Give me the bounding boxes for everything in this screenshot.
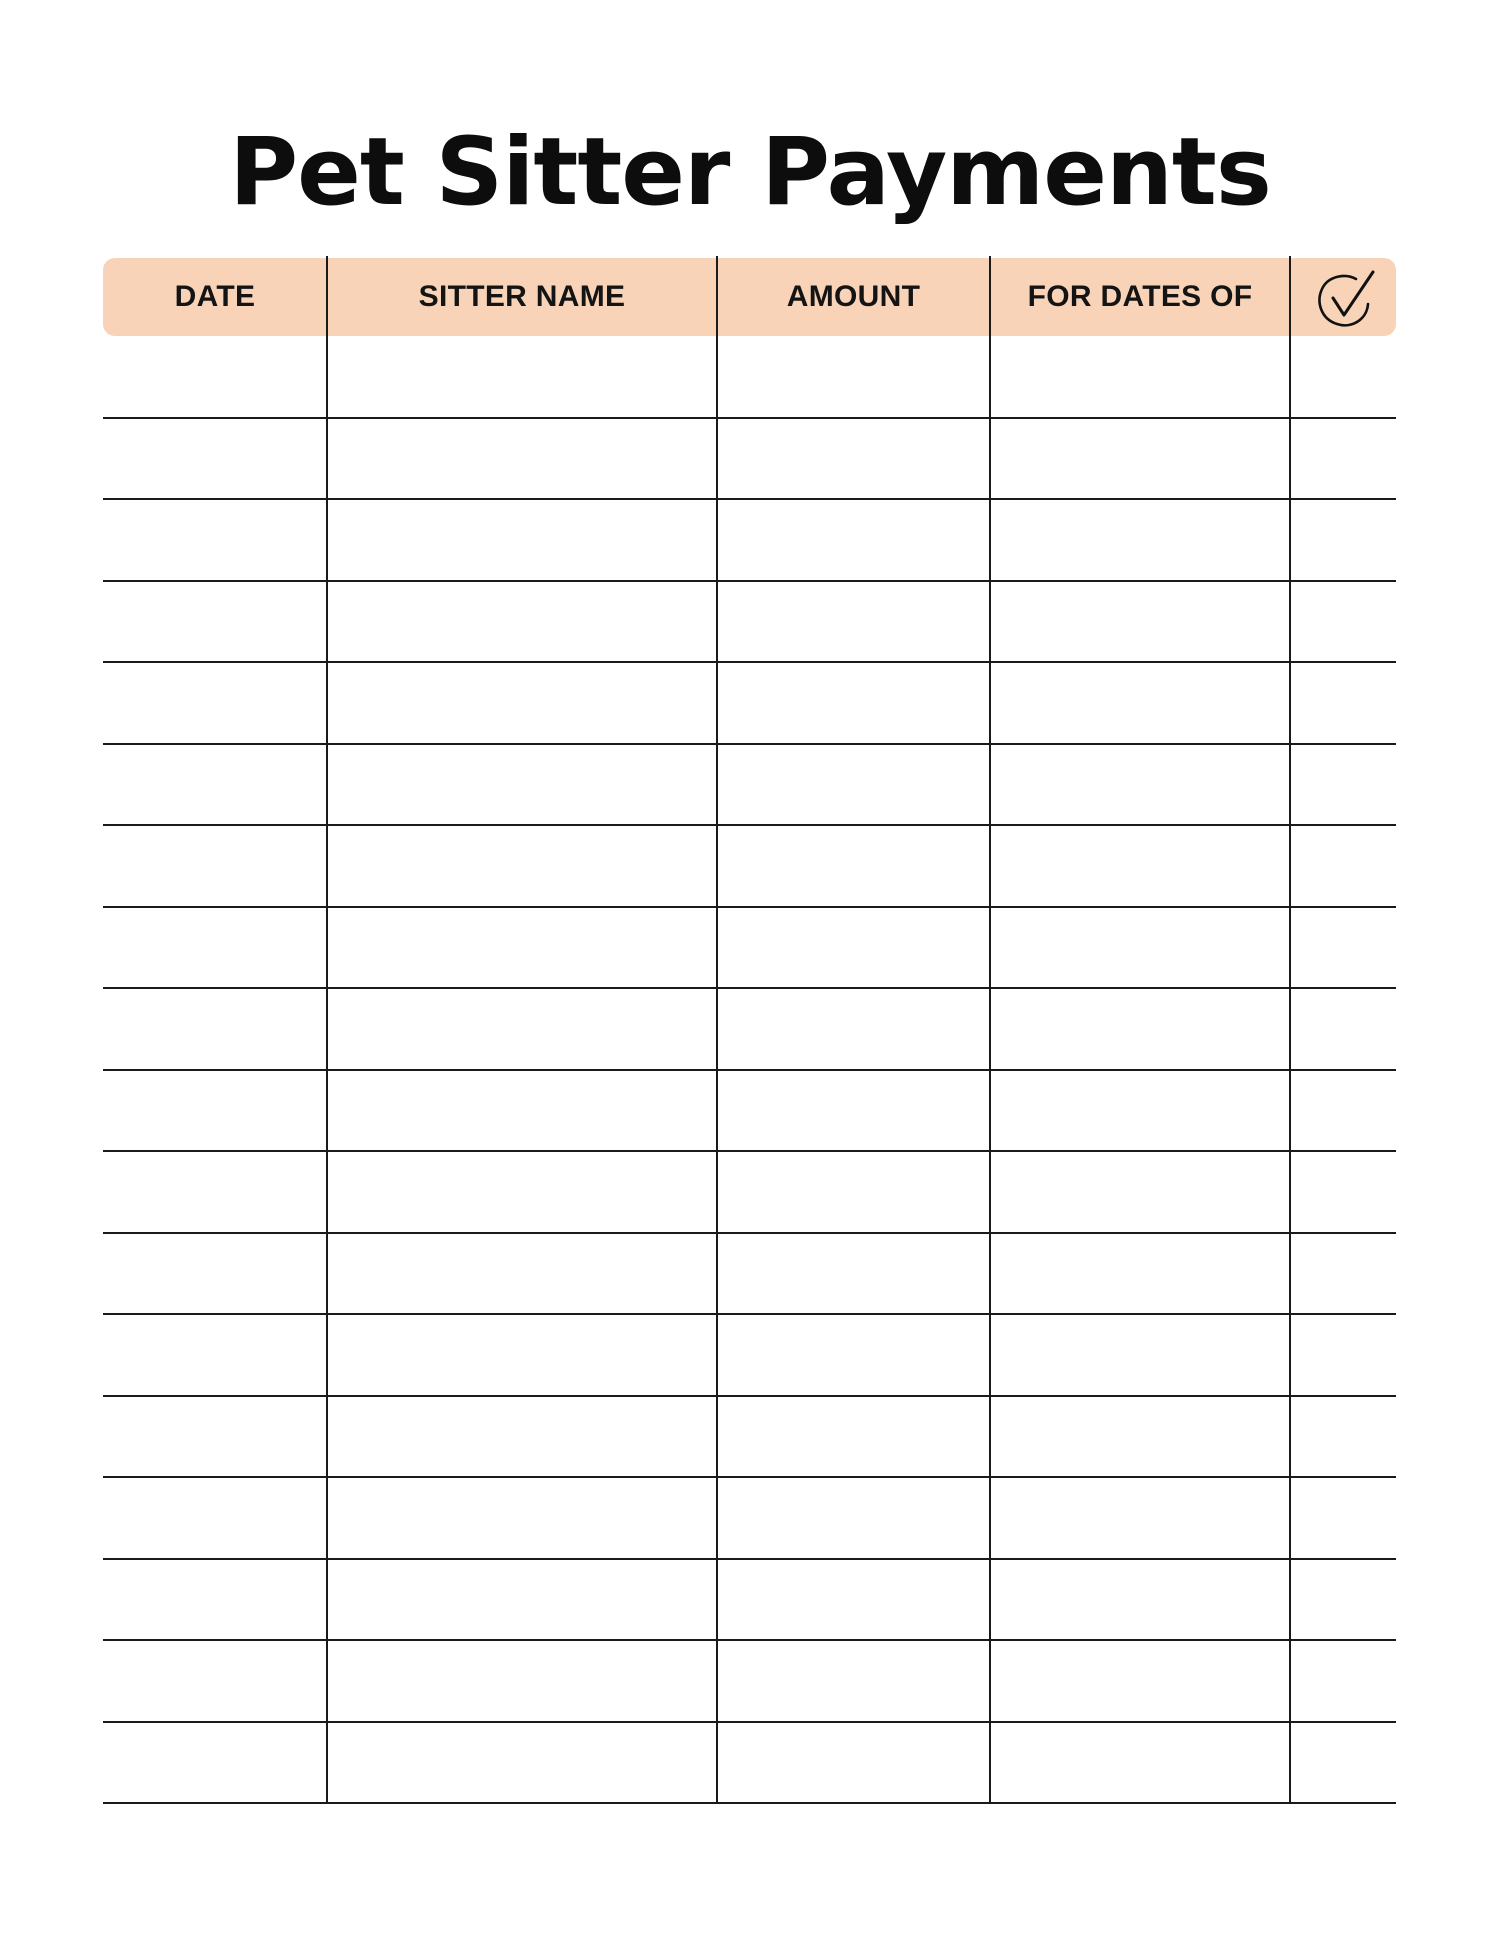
row-divider [103,1069,1396,1071]
row-divider [103,1802,1396,1804]
row-divider [103,661,1396,663]
row-divider [103,1150,1396,1152]
row-divider [103,417,1396,419]
column-divider [989,256,991,1804]
column-divider [326,256,328,1804]
row-divider [103,498,1396,500]
row-divider [103,1395,1396,1397]
column-header-sitter-name: SITTER NAME [418,280,626,313]
column-divider [716,256,718,1804]
row-divider [103,824,1396,826]
row-divider [103,1639,1396,1641]
row-divider [103,1232,1396,1234]
checkmark-circle-icon [1310,262,1382,334]
row-divider [103,987,1396,989]
page-title: Pet Sitter Payments [229,118,1271,227]
row-divider [103,1721,1396,1723]
row-divider [103,1476,1396,1478]
column-header-date: DATE [174,280,256,313]
row-divider [103,743,1396,745]
row-divider [103,580,1396,582]
row-divider [103,906,1396,908]
row-divider [103,1313,1396,1315]
column-header-for-dates-of: FOR DATES OF [1027,280,1253,313]
column-header-amount: AMOUNT [786,280,921,313]
row-divider [103,1558,1396,1560]
column-divider [1289,256,1291,1804]
